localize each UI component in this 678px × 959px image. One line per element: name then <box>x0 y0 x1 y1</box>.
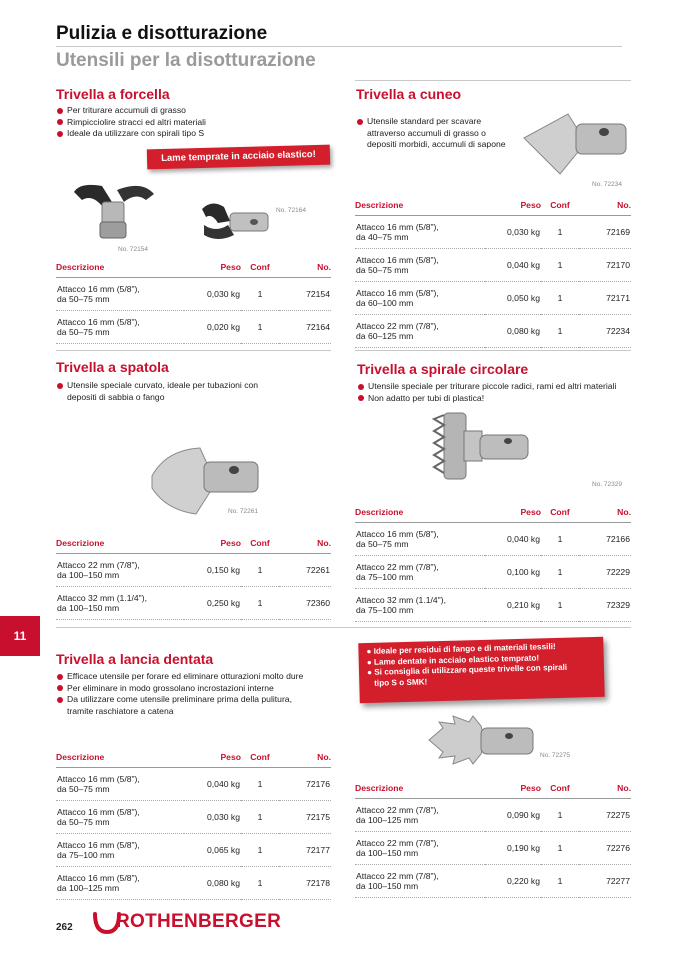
col-header-no: No. <box>579 507 631 523</box>
table-row: Attacco 16 mm (5/8"), da 60–100 mm 0,050 kg 1 72171 <box>355 282 631 315</box>
table-row: Attacco 22 mm (7/8"), da 100–150 mm 0,220 kg 1 72277 <box>355 865 631 898</box>
cuneo-bullets <box>356 116 526 151</box>
image-number: No. 72234 <box>592 181 622 188</box>
col-header-conf: Conf <box>241 538 279 554</box>
product-image-spirale <box>430 405 540 485</box>
table-row: Attacco 16 mm (5/8"), da 50–75 mm 0,040 kg 1 72176 <box>56 768 331 801</box>
bullet: Ideale da utilizzare con spirali tipo S <box>56 128 336 140</box>
col-header-no: No. <box>279 262 331 278</box>
col-header-no: No. <box>579 783 631 799</box>
table-row: Attacco 22 mm (7/8"), da 100–125 mm 0,090 kg 1 72275 <box>355 799 631 832</box>
callout-line: ● Si consiglia di utilizzare queste trivelle con spirali tipo S o SMK! <box>366 662 568 688</box>
image-number: No. 72329 <box>592 481 622 488</box>
bullet: Efficace utensile per forare ed eliminare otturazioni molto dure <box>56 671 341 683</box>
table-row: Attacco 22 mm (7/8"), da 100–150 mm 0,150 kg 1 72261 <box>56 554 331 587</box>
section-title-spatola: Trivella a spatola <box>56 359 169 375</box>
image-number: No. 72275 <box>540 752 570 759</box>
section-rule <box>56 350 331 351</box>
brand-name: ROTHENBERGER <box>116 911 282 932</box>
page-subtitle: Utensili per la disotturazione <box>56 50 316 71</box>
bullet: Non adatto per tubi di plastica! <box>357 393 637 405</box>
col-header-conf: Conf <box>541 200 579 216</box>
table-row: Attacco 16 mm (5/8"), da 40–75 mm 0,030 kg 1 72169 <box>355 216 631 249</box>
section-rule <box>355 80 631 81</box>
col-header-conf: Conf <box>241 262 279 278</box>
bullet: Utensile standard per scavare attraverso accumuli di grasso o depositi morbidi, accumuli di sapone <box>356 116 526 151</box>
image-number: No. 72261 <box>228 508 258 515</box>
image-number: No. 72154 <box>118 246 148 253</box>
bullet: Per triturare accumuli di grasso <box>56 105 336 117</box>
forcella-bullets <box>56 105 336 140</box>
table-row: Attacco 22 mm (7/8"), da 75–100 mm 0,100 kg 1 72229 <box>355 556 631 589</box>
bullet: Rimpicciolire stracci ed altri materiali <box>56 117 336 129</box>
image-number: No. 72164 <box>276 207 306 214</box>
col-header-conf: Conf <box>541 507 579 523</box>
col-header-desc: Descrizione <box>56 752 184 768</box>
table-row: Attacco 16 mm (5/8"), da 75–100 mm 0,065 kg 1 72177 <box>56 834 331 867</box>
col-header-peso: Peso <box>485 200 541 216</box>
col-header-no: No. <box>579 200 631 216</box>
col-header-conf: Conf <box>541 783 579 799</box>
col-header-peso: Peso <box>184 538 241 554</box>
table-row: Attacco 16 mm (5/8"), da 50–75 mm 0,040 kg 1 72170 <box>355 249 631 282</box>
spatola-bullets <box>56 380 331 403</box>
page-title: Pulizia e disotturazione <box>56 23 268 44</box>
callout-line: ● Lame dentate in acciaio elastico temprato! <box>366 653 540 667</box>
col-header-desc: Descrizione <box>355 200 485 216</box>
product-image-forcella-72164 <box>198 195 298 245</box>
bullet: Utensile speciale per triturare piccole radici, rami ed altri materiali <box>357 381 637 393</box>
lancia-bullets <box>56 671 341 717</box>
col-header-peso: Peso <box>184 752 241 768</box>
table-row: Attacco 16 mm (5/8"), da 50–75 mm 0,030 kg 1 72154 <box>56 278 331 311</box>
section-rule <box>355 350 631 351</box>
lancia-callout <box>358 637 604 703</box>
table-forcella <box>56 262 331 344</box>
table-cuneo <box>355 200 631 348</box>
col-header-peso: Peso <box>485 507 541 523</box>
col-header-no: No. <box>279 538 331 554</box>
table-row: Attacco 22 mm (7/8"), da 60–125 mm 0,080 kg 1 72234 <box>355 315 631 348</box>
product-image-cuneo <box>520 108 632 178</box>
callout-line: ● Ideale per residui di fango e di materiali tessili! <box>366 642 556 657</box>
table-spatola <box>56 538 331 620</box>
section-title-forcella: Trivella a forcella <box>56 86 170 102</box>
spirale-bullets <box>357 381 637 404</box>
section-rule <box>56 627 631 628</box>
col-header-desc: Descrizione <box>56 538 184 554</box>
header-rule <box>56 46 622 47</box>
page-number: 262 <box>56 922 73 933</box>
col-header-conf: Conf <box>241 752 279 768</box>
product-image-lancia <box>425 708 537 773</box>
col-header-desc: Descrizione <box>355 507 485 523</box>
table-row: Attacco 32 mm (1.1/4"), da 100–150 mm 0,250 kg 1 72360 <box>56 587 331 620</box>
table-row: Attacco 32 mm (1.1/4"), da 75–100 mm 0,210 kg 1 72329 <box>355 589 631 622</box>
forcella-banner: Lame temprate in acciaio elastico! <box>147 145 330 170</box>
table-spirale <box>355 507 631 622</box>
bullet: Per eliminare in modo grossolano incrostazioni interne <box>56 683 341 695</box>
table-row: Attacco 16 mm (5/8"), da 50–75 mm 0,040 kg 1 72166 <box>355 523 631 556</box>
section-title-cuneo: Trivella a cuneo <box>356 86 462 102</box>
col-header-desc: Descrizione <box>355 783 485 799</box>
product-image-forcella-72154 <box>62 172 162 247</box>
table-lancia-right <box>355 783 631 898</box>
bullet: Utensile speciale curvato, ideale per tubazioni con depositi di sabbia o fango <box>56 380 331 403</box>
section-title-lancia: Trivella a lancia dentata <box>56 651 214 667</box>
table-row: Attacco 22 mm (7/8"), da 100–150 mm 0,190 kg 1 72276 <box>355 832 631 865</box>
table-row: Attacco 16 mm (5/8"), da 50–75 mm 0,030 kg 1 72175 <box>56 801 331 834</box>
col-header-peso: Peso <box>485 783 541 799</box>
section-title-spirale: Trivella a spirale circolare <box>357 361 529 377</box>
bullet: Da utilizzare come utensile preliminare prima della pulitura, tramite raschiatore a catena <box>56 694 341 717</box>
table-row: Attacco 16 mm (5/8"), da 100–125 mm 0,080 kg 1 72178 <box>56 867 331 900</box>
chapter-tab: 11 <box>0 616 40 656</box>
col-header-peso: Peso <box>184 262 241 278</box>
col-header-desc: Descrizione <box>56 262 184 278</box>
table-lancia <box>56 752 331 900</box>
table-row: Attacco 16 mm (5/8"), da 50–75 mm 0,020 kg 1 72164 <box>56 311 331 344</box>
col-header-no: No. <box>279 752 331 768</box>
